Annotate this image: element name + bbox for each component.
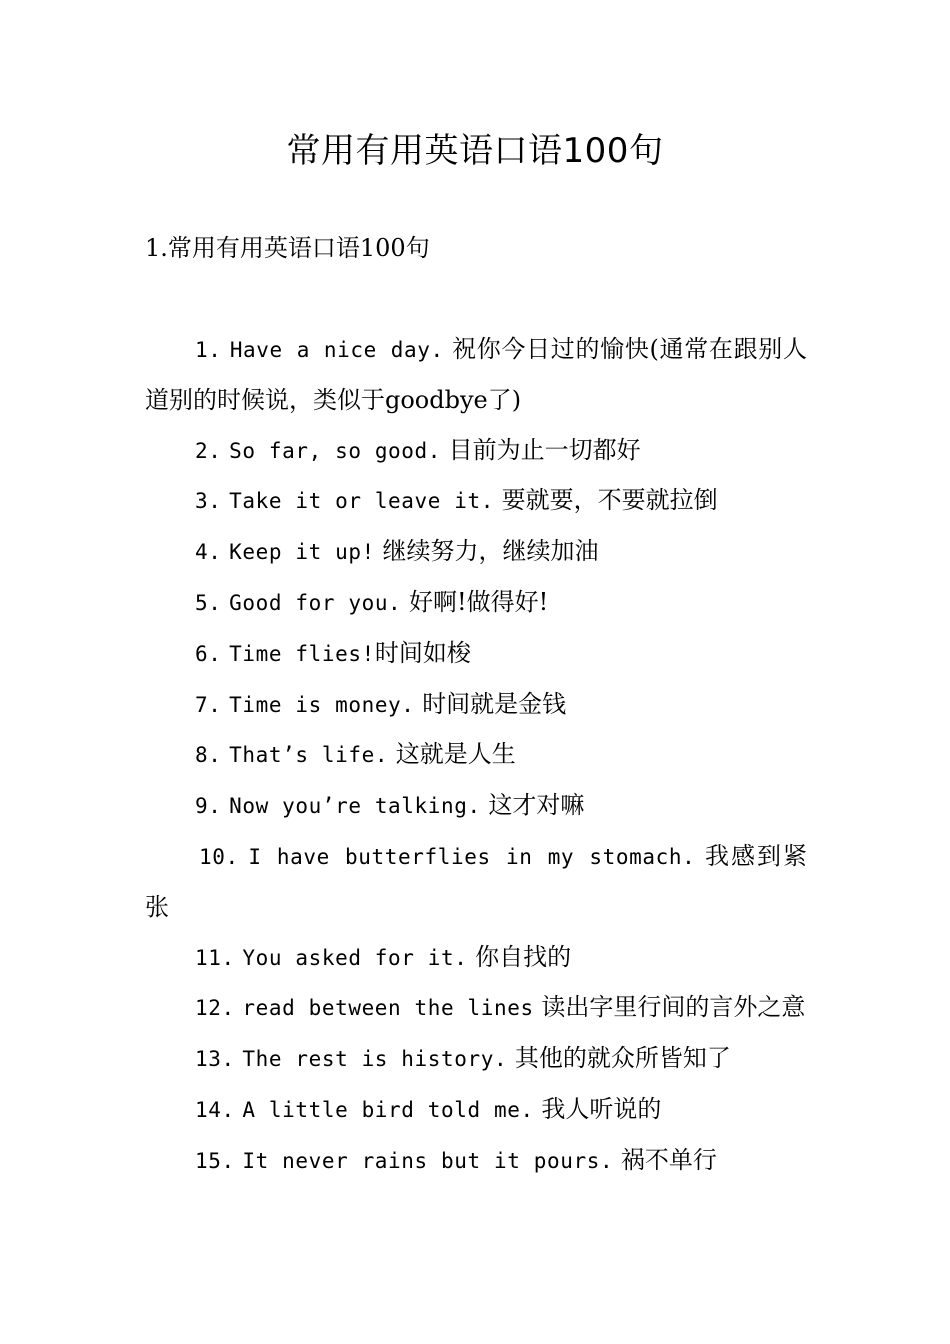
item-number: 8. xyxy=(195,743,222,768)
item-chinese: 我人听说的 xyxy=(541,1094,662,1123)
item-chinese: 这就是人生 xyxy=(395,740,516,769)
item-number: 6. xyxy=(195,641,222,666)
item-english: Have a nice day. xyxy=(229,338,444,362)
item-chinese: 读出字里行间的言外之意 xyxy=(541,993,806,1022)
list-item xyxy=(145,933,807,984)
item-english: So far, so good. xyxy=(229,438,442,463)
item-number: 4. xyxy=(195,540,222,565)
list-item xyxy=(145,578,807,629)
item-english: Take it or leave it. xyxy=(229,489,495,514)
list-item xyxy=(145,629,807,680)
list-item xyxy=(145,1034,807,1085)
list-item xyxy=(145,1136,807,1187)
item-chinese: 祝你今日过的愉快(通常在跟别人道别的时候说，类似于goodbye了) xyxy=(145,335,807,414)
item-english: Good for you. xyxy=(229,590,402,615)
item-chinese: 继续努力，继续加油 xyxy=(382,537,599,566)
item-chinese: 祸不单行 xyxy=(620,1145,717,1174)
document-title: 常用有用英语口语100句 xyxy=(286,131,664,171)
section-heading: 1.常用有用英语口语100句 xyxy=(145,234,430,262)
item-number: 1. xyxy=(195,338,222,362)
item-number: 15. xyxy=(195,1148,235,1173)
item-number: 5. xyxy=(195,590,222,615)
item-chinese: 这才对嘛 xyxy=(488,791,585,820)
item-chinese: 我感到紧张 xyxy=(145,841,807,921)
list-item xyxy=(145,476,807,527)
item-english: You asked for it. xyxy=(242,945,468,970)
item-english: read between the lines xyxy=(242,996,534,1021)
item-english: Time flies! xyxy=(229,641,375,666)
item-chinese: 其他的就众所皆知了 xyxy=(514,1044,731,1073)
item-number: 10. xyxy=(199,844,239,869)
item-chinese: 好啊!做得好! xyxy=(408,587,549,616)
list-item xyxy=(145,832,807,933)
list-item xyxy=(145,730,807,781)
item-number: 13. xyxy=(195,1047,235,1072)
item-number: 2. xyxy=(195,438,222,463)
item-english: That’s life. xyxy=(229,743,389,768)
item-english: Keep it up! xyxy=(229,540,375,565)
list-item xyxy=(145,1085,807,1136)
item-english: I have butterflies in my stomach. xyxy=(248,844,696,869)
item-number: 11. xyxy=(195,945,235,970)
item-english: It never rains but it pours. xyxy=(242,1148,614,1173)
item-number: 3. xyxy=(195,489,222,514)
item-chinese: 时间如梭 xyxy=(374,638,471,667)
item-chinese: 时间就是金钱 xyxy=(422,689,567,718)
item-number: 12. xyxy=(195,996,235,1021)
item-number: 9. xyxy=(195,794,222,819)
list-item xyxy=(145,680,807,731)
list-item xyxy=(145,527,807,578)
item-english: Time is money. xyxy=(229,692,415,717)
item-number: 14. xyxy=(195,1097,235,1122)
item-english: The rest is history. xyxy=(242,1047,508,1072)
list-item xyxy=(145,325,807,426)
list-item xyxy=(145,426,807,477)
item-chinese: 目前为止一切都好 xyxy=(448,435,641,464)
item-chinese: 你自找的 xyxy=(475,942,572,971)
item-english: Now you’re talking. xyxy=(229,794,481,819)
list-item xyxy=(145,983,807,1034)
item-number: 7. xyxy=(195,692,222,717)
phrase-list xyxy=(145,325,807,1187)
item-english: A little bird told me. xyxy=(242,1097,534,1122)
item-chinese: 要就要，不要就拉倒 xyxy=(501,486,718,515)
list-item xyxy=(145,781,807,832)
